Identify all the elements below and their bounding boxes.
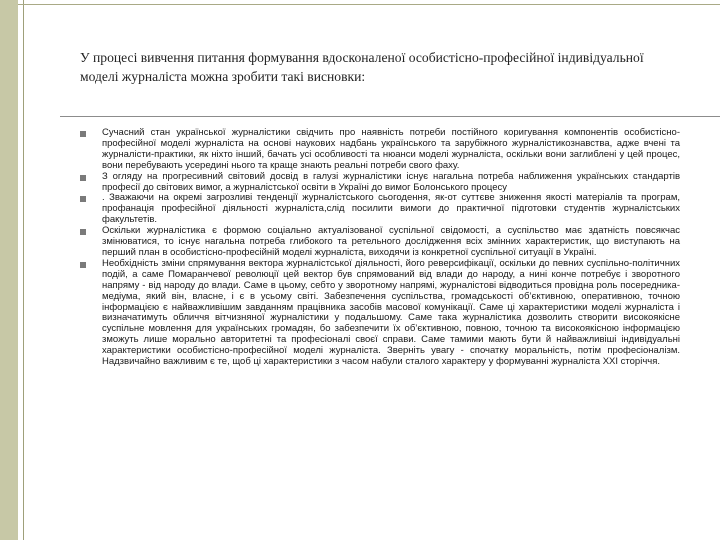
conclusions-list xyxy=(80,128,680,368)
top-rule xyxy=(18,4,720,5)
list-item-text: . Зважаючи на окремі загрозливі тенденції журналістського сьогодення, як-от суттєве зниження якості матеріалів та програм, профанація професійної діяльності журналіста,слід посилити вимоги до практичної підготовки студентів журналістських факультетів. xyxy=(102,192,680,226)
square-bullet-icon xyxy=(80,175,86,181)
title-divider xyxy=(60,116,720,117)
square-bullet-icon xyxy=(80,262,86,268)
list-item-text: Оскільки журналістика є формою соціально актуалізованої суспільної свідомості, а суспільство має здатність повсякчас змінюватися, то існує нагальна потреба глибокого та ретельного дослідження всіх змінних характеристик, що виступають на перший план в особистісно-професійній моделі журналіста, виходячи із конкретної суспільної ситуації в Україні. xyxy=(102,225,680,258)
list-item xyxy=(80,193,680,226)
square-bullet-icon xyxy=(80,196,86,202)
left-accent-line xyxy=(23,0,24,540)
list-item xyxy=(80,259,680,368)
list-item-text: З огляду на прогресивний світовий досвід в галузі журналістики існує нагальна потреба наближення українських стандартів професії до світових вимог, а журналістської освіти в Україні до вимог Болонського процесу xyxy=(102,170,680,193)
square-bullet-icon xyxy=(80,131,86,137)
list-item-text: Необхідність зміни спрямування вектора журналістської діяльності, його реверсифікації, оскільки до певних суспільно-політичних подій, а саме Помаранчевої революції цей вектор був спрямований від влади до народу, а нині конче потребує і зворотного напряму - від народу до влади. Саме в цьому, себто у зворотному напрямі, журналістові відводиться провідна роль посередника-медіума, який він, власне, і є в усьому світі. Забезпечення суспільства, громадськості об’єктивною, оперативною, точною інформацією є найважливішим завданням працівника засобів масової комунікації. Саме ці характеристики моделі журналіста і визначатимуть обличчя вітчизняної журналістики у подальшому. Саме така журналістика дозволить створити високоякісне суспільне мовлення для українських громадян, бо забезпечити їх об’єктивною, повною, точною та високоякісною інформацією зможуть лише морально авторитетні та професіоналі своєї справи. Саме тамими мають бути й найважливіші індивідуальні характеристики особистісно-професійної моделі журналіста. Зверніть увагу - спочатку моральність, потім професіоналізм. Надзвичайно важливим є те, щоб ці характеристики з часом набули сталого характеру у формуванні журналіста XXI сторіччя. xyxy=(102,257,680,368)
list-item xyxy=(80,128,680,172)
square-bullet-icon xyxy=(80,229,86,235)
list-item-text: Сучасний стан української журналістики свідчить про наявність потреби постійного коригування компонентів особистісно-професійної моделі журналіста на основі наукових надбань українського та зарубіжного журналістикознавства, адже вчені та журналісти-практики, як ніхто інший, бачать усі особливості та нюанси моделі журналіста, оскільки вони заглиблені у цей процес, вони перебувають усередині нього та краще знають реальні потреби свого фаху. xyxy=(102,127,680,171)
slide-title: У процесі вивчення питання формування вдосконаленої особистісно-професійної індивідуальної моделі журналіста можна зробити такі висновки: xyxy=(80,50,644,84)
left-accent-band xyxy=(0,0,18,540)
list-item xyxy=(80,172,680,194)
list-item xyxy=(80,226,680,259)
